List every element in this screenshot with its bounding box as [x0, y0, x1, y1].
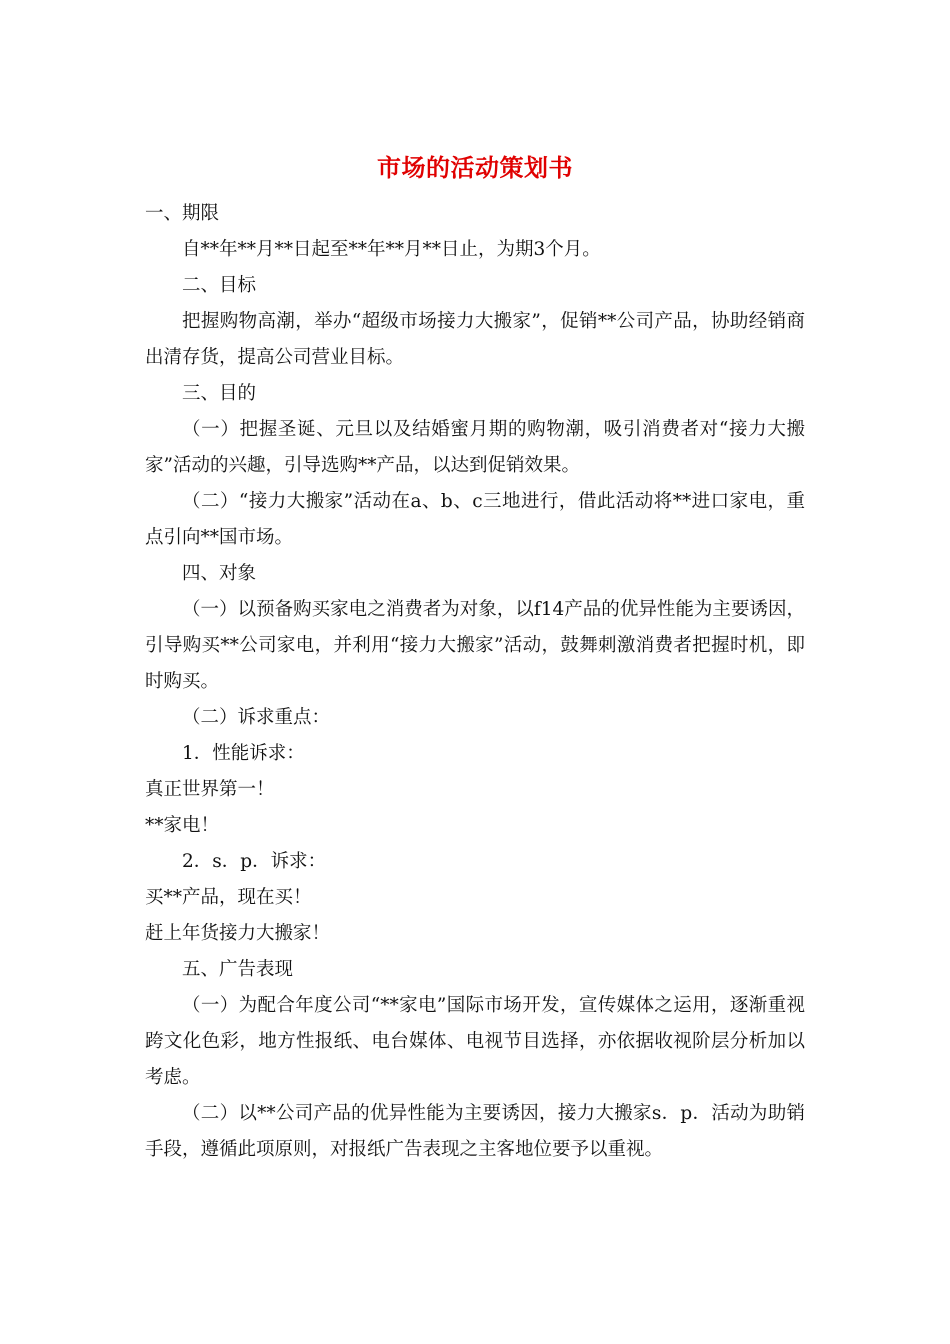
paragraph: 二、目标: [182, 275, 257, 296]
document-body: [145, 196, 805, 1168]
paragraph: **家电！: [145, 815, 220, 836]
paragraph: 三、目的: [182, 383, 257, 404]
paragraph: 四、对象: [182, 563, 257, 584]
paragraph: 赶上年货接力大搬家！: [145, 923, 331, 944]
paragraph: 一、期限: [145, 203, 220, 224]
paragraph: 真正世界第一！: [145, 779, 275, 800]
paragraph: （一）把握圣诞、元旦以及结婚蜜月期的购物潮，吸引消费者对“接力大搬家”活动的兴趣，引导选购**产品，以达到促销效果。: [145, 419, 805, 476]
paragraph: 把握购物高潮，举办“超级市场接力大搬家”，促销**公司产品，协助经销商出清存货，提高公司营业目标。: [145, 311, 805, 368]
paragraph: 2．s．p．诉求：: [182, 851, 327, 872]
paragraph: （一）为配合年度公司“**家电”国际市场开发，宣传媒体之运用，逐渐重视跨文化色彩，地方性报纸、电台媒体、电视节目选择，亦依据收视阶层分析加以考虑。: [145, 995, 805, 1088]
paragraph: （二）以**公司产品的优异性能为主要诱因，接力大搬家s．p．活动为助销手段，遵循此项原则，对报纸广告表现之主客地位要予以重视。: [145, 1103, 805, 1160]
paragraph: 五、广告表现: [182, 959, 294, 980]
paragraph: 买**产品，现在买！: [145, 887, 312, 908]
paragraph: （一）以预备购买家电之消费者为对象，以f14产品的优异性能为主要诱因，引导购买**公司家电，并利用“接力大搬家”活动，鼓舞刺激消费者把握时机，即时购买。: [145, 599, 805, 692]
paragraph: （二）“接力大搬家”活动在a、b、c三地进行，借此活动将**进口家电，重点引向**国市场。: [145, 491, 805, 548]
paragraph: （二）诉求重点：: [182, 707, 331, 728]
document-title: 市场的活动策划书: [377, 153, 573, 182]
paragraph: 自**年**月**日起至**年**月**日止，为期3个月。: [182, 239, 601, 260]
paragraph: 1．性能诉求：: [182, 743, 305, 764]
